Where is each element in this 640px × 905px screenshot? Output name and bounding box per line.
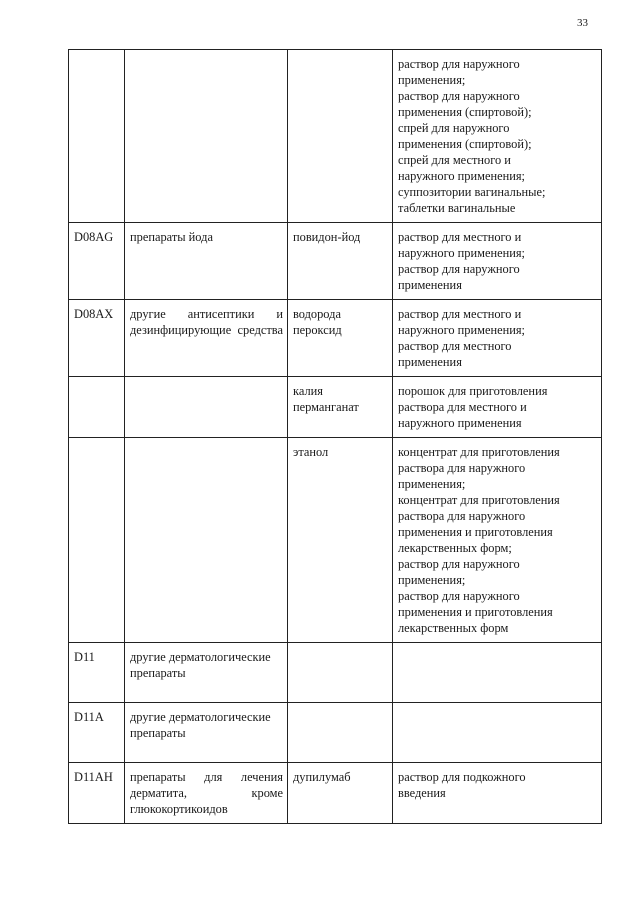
dosage-form-line: раствор для местного и: [398, 307, 522, 321]
group-cell: другие антисептики и дезинфицирующие средства: [125, 300, 288, 377]
dosage-forms-cell: [393, 643, 602, 703]
dosage-form-line: применения (спиртовой);: [398, 137, 532, 151]
dosage-form-line: лекарственных форм: [398, 621, 509, 635]
table-row: [69, 223, 602, 300]
page-number: 33: [577, 17, 588, 29]
dosage-form-line: применения;: [398, 73, 466, 87]
drug-name-cell: [288, 703, 393, 763]
group-cell: препараты йода: [125, 223, 288, 300]
group-cell: [125, 50, 288, 223]
dosage-forms-cell: [393, 763, 602, 824]
table-row: [69, 300, 602, 377]
dosage-form-line: введения: [398, 786, 446, 800]
atc-code-cell: D11A: [69, 703, 125, 763]
dosage-forms-cell: [393, 438, 602, 643]
drug-name-cell: [288, 643, 393, 703]
dosage-form-line: спрей для местного и: [398, 153, 511, 167]
dosage-form-line: применения (спиртовой);: [398, 105, 532, 119]
table-row: [69, 50, 602, 223]
table-row: [69, 643, 602, 703]
dosage-forms-cell: [393, 377, 602, 438]
atc-code-cell: D11AH: [69, 763, 125, 824]
dosage-form-line: наружного применения;: [398, 169, 525, 183]
dosage-forms-cell: [393, 300, 602, 377]
drug-name-cell: этанол: [288, 438, 393, 643]
dosage-form-line: раствор для наружного: [398, 262, 520, 276]
dosage-form-line: концентрат для приготовления: [398, 445, 560, 459]
atc-code-cell: [69, 377, 125, 438]
drug-name-cell: калия перманганат: [288, 377, 393, 438]
dosage-form-line: применения: [398, 278, 462, 292]
medication-table: [68, 49, 602, 824]
dosage-form-line: концентрат для приготовления: [398, 493, 560, 507]
dosage-form-line: применения;: [398, 477, 466, 491]
dosage-form-line: раствора для наружного: [398, 461, 526, 475]
dosage-form-line: применения и приготовления: [398, 525, 553, 539]
dosage-form-line: раствор для местного и: [398, 230, 522, 244]
dosage-form-line: раствор для местного: [398, 339, 512, 353]
dosage-form-line: спрей для наружного: [398, 121, 510, 135]
dosage-form-line: раствора для местного и: [398, 400, 527, 414]
group-cell: препараты для лечения дерматита, кроме глюкокортикоидов: [125, 763, 288, 824]
atc-code-cell: D08AG: [69, 223, 125, 300]
dosage-forms-cell: [393, 703, 602, 763]
drug-name-cell: [288, 50, 393, 223]
dosage-form-line: применения: [398, 355, 462, 369]
table-row: [69, 703, 602, 763]
table-row: [69, 438, 602, 643]
atc-code-cell: D08AX: [69, 300, 125, 377]
dosage-forms-cell: [393, 50, 602, 223]
group-cell: другие дерматологические препараты: [125, 643, 288, 703]
drug-name-cell: повидон-йод: [288, 223, 393, 300]
drug-name-cell: водорода пероксид: [288, 300, 393, 377]
table-row: [69, 377, 602, 438]
dosage-form-line: раствор для наружного: [398, 57, 520, 71]
drug-name-cell: дупилумаб: [288, 763, 393, 824]
group-cell: [125, 438, 288, 643]
group-cell: [125, 377, 288, 438]
atc-code-cell: [69, 50, 125, 223]
dosage-form-line: раствор для наружного: [398, 557, 520, 571]
group-cell: другие дерматологические препараты: [125, 703, 288, 763]
dosage-form-line: применения;: [398, 573, 466, 587]
dosage-form-line: наружного применения;: [398, 323, 525, 337]
atc-code-cell: D11: [69, 643, 125, 703]
dosage-form-line: лекарственных форм;: [398, 541, 512, 555]
atc-code-cell: [69, 438, 125, 643]
dosage-form-line: таблетки вагинальные: [398, 201, 516, 215]
dosage-forms-cell: [393, 223, 602, 300]
dosage-form-line: применения и приготовления: [398, 605, 553, 619]
dosage-form-line: раствора для наружного: [398, 509, 526, 523]
dosage-form-line: раствор для наружного: [398, 589, 520, 603]
dosage-form-line: раствор для наружного: [398, 89, 520, 103]
dosage-form-line: наружного применения: [398, 416, 522, 430]
table-row: [69, 763, 602, 824]
dosage-form-line: наружного применения;: [398, 246, 525, 260]
dosage-form-line: суппозитории вагинальные;: [398, 185, 546, 199]
dosage-form-line: порошок для приготовления: [398, 384, 548, 398]
dosage-form-line: раствор для подкожного: [398, 770, 526, 784]
